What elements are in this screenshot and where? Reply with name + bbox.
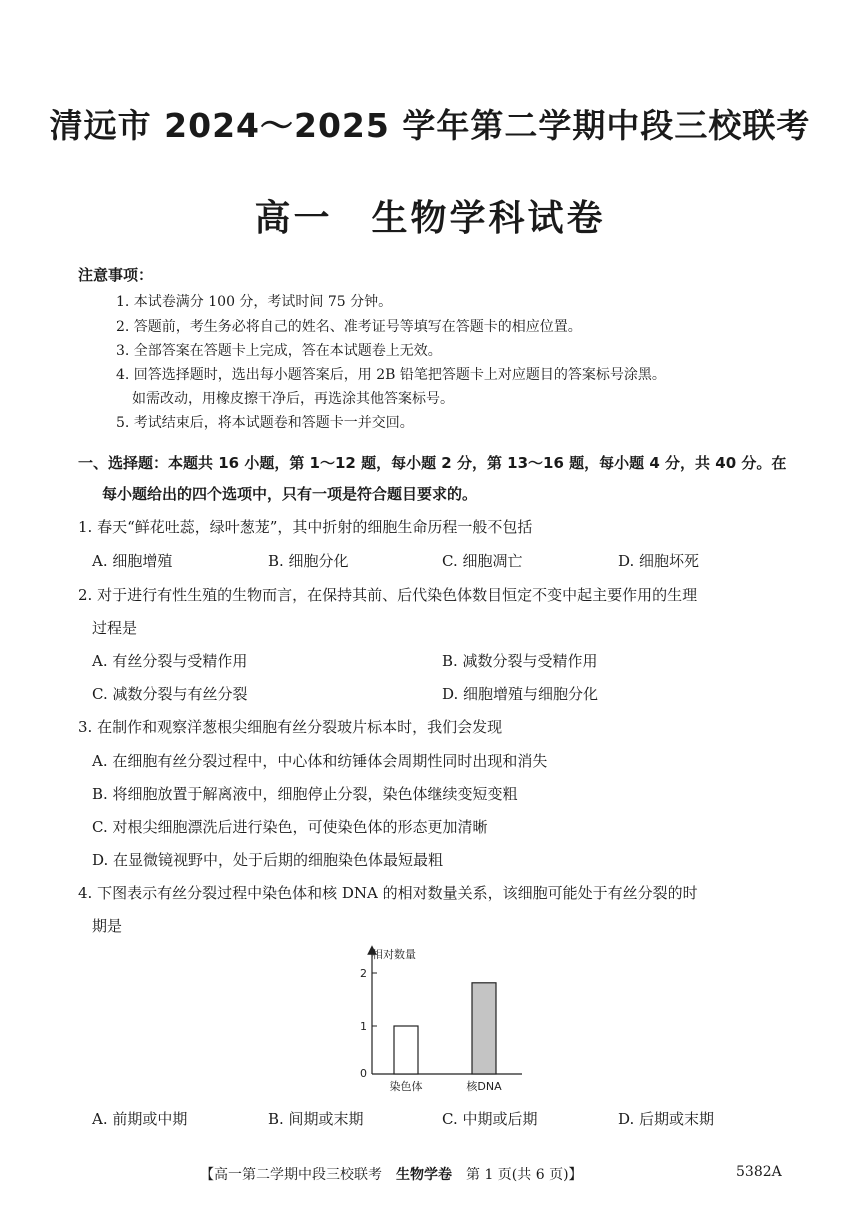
q4-option-d: D. 后期或末期 [618, 1110, 715, 1128]
y-tick-label: 0 [360, 1067, 367, 1080]
notice-item: 4. 回答选择题时，选出每小题答案后，用 2B 铅笔把答题卡上对应题目的答案标号涂黑。 [116, 367, 666, 383]
q4-option-c: C. 中期或后期 [442, 1110, 538, 1128]
q1-option-b: B. 细胞分化 [268, 552, 349, 570]
q2-option-b: B. 减数分裂与受精作用 [442, 652, 598, 670]
notice-item: 1. 本试卷满分 100 分，考试时间 75 分钟。 [116, 294, 393, 310]
notice-item: 如需改动，用橡皮擦干净后，再选涂其他答案标号。 [132, 391, 454, 407]
q1-option-d: D. 细胞坏死 [618, 552, 700, 570]
bar-nuclear-dna [472, 983, 496, 1074]
question-4-stem: 4. 下图表示有丝分裂过程中染色体和核 DNA 的相对数量关系，该细胞可能处于有丝分裂的时 [78, 884, 698, 902]
q3-option-c: C. 对根尖细胞漂洗后进行染色，可使染色体的形态更加清晰 [92, 818, 488, 836]
q3-option-a: A. 在细胞有丝分裂过程中，中心体和纺锤体会周期性同时出现和消失 [92, 752, 548, 770]
q4-option-a: A. 前期或中期 [92, 1110, 188, 1128]
question-2-stem-cont: 过程是 [92, 619, 138, 637]
bar-chart [352, 944, 532, 1096]
q2-option-c: C. 减数分裂与有丝分裂 [92, 685, 248, 703]
notice-heading: 注意事项： [78, 266, 154, 284]
x-category-label: 核DNA [466, 1080, 502, 1093]
q3-option-d: D. 在显微镜视野中，处于后期的细胞染色体最短最粗 [92, 851, 444, 869]
notice-item: 2. 答题前，考生务必将自己的姓名、准考证号等填写在答题卡的相应位置。 [116, 319, 582, 335]
q2-option-a: A. 有丝分裂与受精作用 [92, 652, 248, 670]
y-tick-label: 2 [360, 967, 367, 980]
q3-option-b: B. 将细胞放置于解离液中，细胞停止分裂，染色体继续变短变粗 [92, 785, 518, 803]
question-1-stem: 1. 春天“鲜花吐蕊，绿叶葱茏”，其中折射的细胞生命历程一般不包括 [78, 518, 533, 536]
y-tick-label: 1 [360, 1020, 367, 1033]
notice-item: 5. 考试结束后，将本试题卷和答题卡一并交回。 [116, 415, 414, 431]
notice-item: 3. 全部答案在答题卡上完成，答在本试题卷上无效。 [116, 343, 442, 359]
q1-option-c: C. 细胞凋亡 [442, 552, 523, 570]
question-4-stem-cont: 期是 [92, 917, 123, 935]
footer-subject: 生物学卷 [396, 1167, 452, 1183]
y-axis-label: 相对数量 [372, 948, 416, 961]
question-3-stem: 3. 在制作和观察洋葱根尖细胞有丝分裂玻片标本时，我们会发现 [78, 718, 503, 736]
paper-code: 5382A [736, 1164, 782, 1180]
page-footer [200, 1164, 583, 1184]
section-heading: 一、选择题：本题共 16 小题，第 1～12 题，每小题 2 分，第 13～16 题，每小题 4 分，共 40 分。在 [78, 454, 787, 472]
bar-chromosome [394, 1026, 418, 1074]
footer-left: 【高一第二学期中段三校联考 [200, 1167, 396, 1183]
footer-page: 第 1 页(共 6 页)】 [452, 1167, 583, 1183]
section-heading-cont: 每小题给出的四个选项中，只有一项是符合题目要求的。 [102, 485, 478, 503]
q4-option-b: B. 间期或末期 [268, 1110, 364, 1128]
q2-option-d: D. 细胞增殖与细胞分化 [442, 685, 599, 703]
question-2-stem: 2. 对于进行有性生殖的生物而言，在保持其前、后代染色体数目恒定不变中起主要作用的生理 [78, 586, 698, 604]
exam-subtitle: 高一 生物学科试卷 [254, 198, 606, 239]
q1-option-a: A. 细胞增殖 [92, 552, 173, 570]
exam-title: 清远市 2024～2025 学年第二学期中段三校联考 [49, 106, 811, 145]
x-category-label: 染色体 [389, 1080, 423, 1093]
